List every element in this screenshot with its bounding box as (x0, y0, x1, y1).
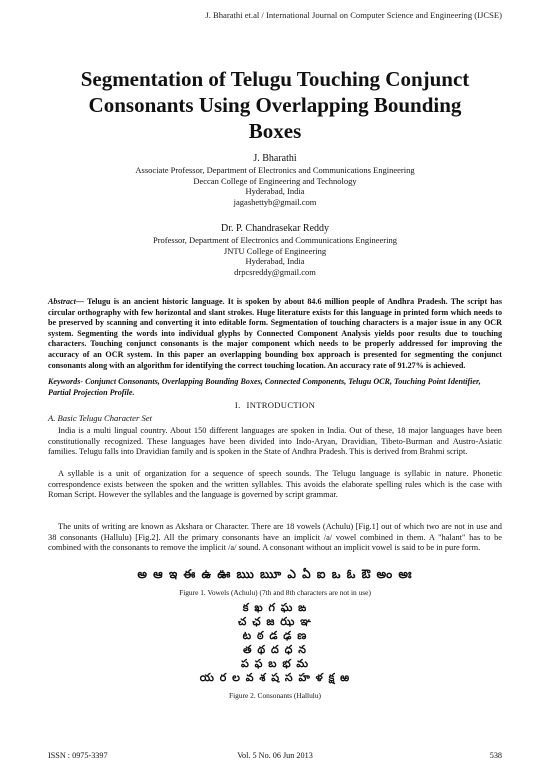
body-paragraph: The units of writing are known as Akshara or Character. There are 18 vowels (Achulu) [Fig.1] out of which two are not in use and 38 consonants (Hallulu) [Fig.2]. All the primary consonants have an implicit /a/ vowel combined in them. A "halant" has to be combined with the consonants to remove the implicit /a/ sound. A consonant without an implicit vowel is said to be in pure form. (48, 522, 502, 553)
consonant-row: ట ఠ డ ఢ ణ (242, 629, 308, 642)
figure-2-caption: Figure 2. Consonants (Hallulu) (229, 691, 321, 700)
body-paragraph: India is a multi lingual country. About 150 different languages are spoken in India. Out of these, 18 major languages have been constitutionally recognized. These languages have been divided into Indo-Aryan, Dravidian, Tibeto-Burman and Austro-Asiatic families. Telugu falls into Dravidian family and is spoken in the State of Andhra Pradesh. This is derived from Brahmi script. (48, 426, 502, 457)
abstract-text: Telugu is an ancient historic language. It is spoken by about 84.6 million people of Andhra Pradesh. The script has circular orthography with few horizontal and slant strokes. Huge literature exists for this language in printed form which needs to be preserved by scanning and converting it into editable form. Segmentation of touching characters is a major issue in any OCR system. Segmenting the words into individual glyphs by Connected Component Analysis yields poor results due to touching characters. Touching conjunct consonants is the major component which needs to be properly addressed for improving the accuracy of an OCR system. In this paper an overlapping bounding box approach is presented for segmenting the conjunct consonants along with an algorithm for identifying the correct touching location. An accuracy rate of 91.27% is achieved. (48, 297, 502, 370)
author-institution: JNTU College of Engineering (223, 245, 327, 256)
footer-page-number: 538 (489, 751, 502, 760)
author-name: Dr. P. Chandrasekar Reddy (220, 223, 330, 234)
section-title: INTRODUCTION (246, 400, 316, 410)
author-block-2 (60, 222, 490, 277)
abstract-lead: Abstract— (48, 297, 84, 306)
consonant-row: య ర ల వ శ ష స హ ళ క్ష ఱ (199, 671, 351, 684)
author-email: drpcsreddy@gmail.com (234, 266, 316, 277)
author-email: jagashettyb@gmail.com (233, 196, 317, 207)
consonant-row: ప ఫ బ భ మ (240, 657, 310, 670)
author-affiliation: Associate Professor, Department of Electronics and Communications Engineering (135, 165, 415, 175)
section-number: I. (234, 400, 241, 410)
paper-title: Segmentation of Telugu Touching Conjunct Consonants Using Overlapping Bounding Boxes (80, 67, 470, 143)
subsection-heading: A. Basic Telugu Character Set (48, 413, 152, 423)
running-head: J. Bharathi et.al / International Journal on Computer Science and Engineering (IJCSE) (205, 10, 502, 20)
consonant-row: చ ఛ జ ఝ ఞ (238, 615, 312, 628)
author-name: J. Bharathi (253, 153, 297, 164)
footer-volume: Vol. 5 No. 06 Jun 2013 (237, 751, 313, 760)
section-heading (48, 400, 502, 410)
consonant-row: క ఖ గ ఘ ఙ (242, 601, 308, 614)
author-block-1 (60, 152, 490, 207)
figure-1-caption: Figure 1. Vowels (Achulu) (7th and 8th characters are not in use) (179, 588, 371, 597)
author-affiliation: Professor, Department of Electronics and Communications Engineering (153, 235, 397, 245)
abstract (48, 297, 502, 371)
consonant-row: త థ ద ధ న (243, 643, 307, 656)
author-location: Hyderabad, India (245, 256, 305, 266)
author-location: Hyderabad, India (245, 186, 305, 196)
figure-2-consonants (48, 601, 502, 685)
figure-1-vowels: అ ఆ ఇ ఈ ఉ ఊ ఋ ౠ ఎ ఏ ఐ ఒ ఓ ఔ అం అః (137, 567, 413, 581)
keywords: Keywords- Conjunct Consonants, Overlapping Bounding Boxes, Connected Components, Telugu OCR, Touching Point Identifier, Partial Projection Profile. (48, 377, 481, 397)
author-institution: Deccan College of Engineering and Technology (193, 175, 357, 186)
footer-issn: ISSN : 0975-3397 (48, 751, 108, 760)
body-paragraph: A syllable is a unit of organization for a sequence of speech sounds. The Telugu language is syllabic in nature. Phonetic correspondence exists between the spoken and the written syllables. This avoids the elaborate spelling rules which is the case with Roman Script. However the syllables and the language is governed by script grammar. (48, 469, 502, 500)
